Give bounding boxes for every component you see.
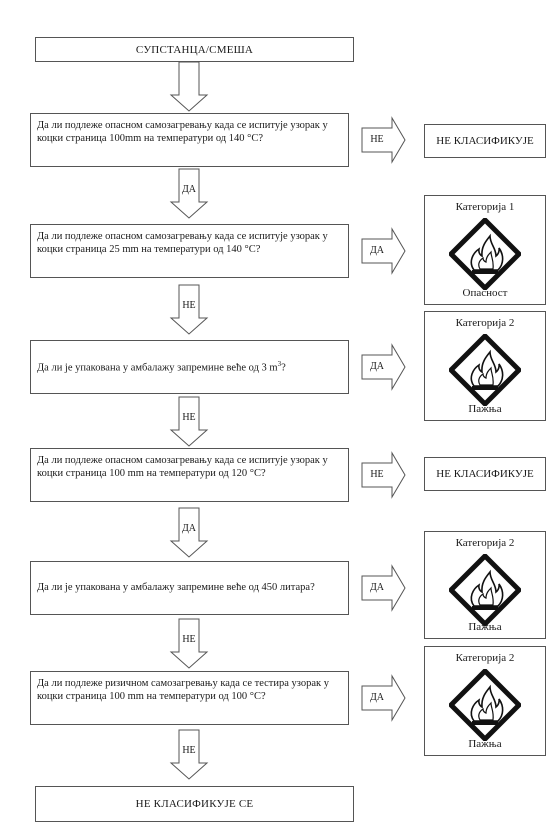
result-3-category — [424, 311, 546, 421]
result-1-label: НЕ КЛАСИФИКУЈЕ — [436, 135, 534, 147]
question-4-box — [30, 448, 349, 502]
question-6-text: Да ли подлеже ризичном самозагревању када се тестира узорак у коцки страница 100 mm на температури од 100 °C? — [37, 678, 330, 703]
result-6-category-title: Категорија 2 — [455, 652, 515, 664]
result-2-category-title: Категорија 1 — [455, 201, 515, 213]
question-6-box — [30, 671, 349, 725]
substance-mixture-box — [35, 37, 354, 62]
right-arrow-6-label: ДА — [369, 692, 385, 703]
right-arrow-4-label: НЕ — [370, 469, 384, 480]
question-4-text: Да ли подлеже опасном самозагревању када се испитује узорак у коцки страница 100 mm на температури од 120 °C? — [37, 455, 328, 480]
question-1-box — [30, 113, 349, 167]
question-5-text: Да ли је упакована у амбалажу запремине веће од 450 литара? — [37, 582, 315, 594]
flame-pictogram-icon — [449, 218, 521, 290]
flame-pictogram-icon — [449, 669, 521, 741]
not-classified-final-label: НЕ КЛАСИФИКУЈЕ СЕ — [135, 798, 254, 810]
result-6-signal-word: Пажња — [468, 738, 502, 750]
result-3-category-title: Категорија 2 — [455, 317, 515, 329]
result-5-category — [424, 531, 546, 639]
question-1-text: Да ли подлеже опасном самозагревању када се испитује узорак у коцки страница 100mm на температури од 140 °C? — [37, 120, 328, 145]
question-3-box — [30, 340, 349, 394]
not-classified-final-box — [35, 786, 354, 822]
question-3-text: Да ли је упакована у амбалажу запремине веће од 3 $m^3$? — [37, 359, 286, 374]
flame-pictogram-icon — [449, 554, 521, 626]
down-arrow-3-label: НЕ — [182, 412, 196, 423]
right-arrow-5-label: ДА — [369, 582, 385, 593]
down-arrow — [170, 62, 208, 112]
result-5-signal-word: Пажња — [468, 621, 502, 633]
result-5-category-title: Категорија 2 — [455, 537, 515, 549]
down-arrow-1-label: ДА — [181, 184, 197, 195]
question-2-box — [30, 224, 349, 278]
result-2-signal-word: Опасност — [462, 287, 508, 299]
result-1-not-classified — [424, 124, 546, 158]
right-arrow-1-label: НЕ — [370, 134, 384, 145]
question-3-superscript: 3 — [277, 359, 282, 368]
result-3-signal-word: Пажња — [468, 403, 502, 415]
right-arrow-2-label: ДА — [369, 245, 385, 256]
right-arrow-3-label: ДА — [369, 361, 385, 372]
result-4-not-classified — [424, 457, 546, 491]
question-2-text: Да ли подлеже опасном самозагревању када се испитује узорак у коцки страница 25 mm на температури од 140 °C? — [37, 231, 328, 256]
flame-pictogram-icon — [449, 334, 521, 406]
down-arrow-4-label: ДА — [181, 523, 197, 534]
down-arrow-5-label: НЕ — [182, 634, 196, 645]
question-5-box — [30, 561, 349, 615]
result-2-category — [424, 195, 546, 305]
result-6-category — [424, 646, 546, 756]
down-arrow-6-label: НЕ — [182, 745, 196, 756]
substance-mixture-label: СУПСТАНЦА/СМЕША — [135, 43, 254, 56]
down-arrow-2-label: НЕ — [182, 300, 196, 311]
result-4-label: НЕ КЛАСИФИКУЈЕ — [436, 468, 534, 480]
